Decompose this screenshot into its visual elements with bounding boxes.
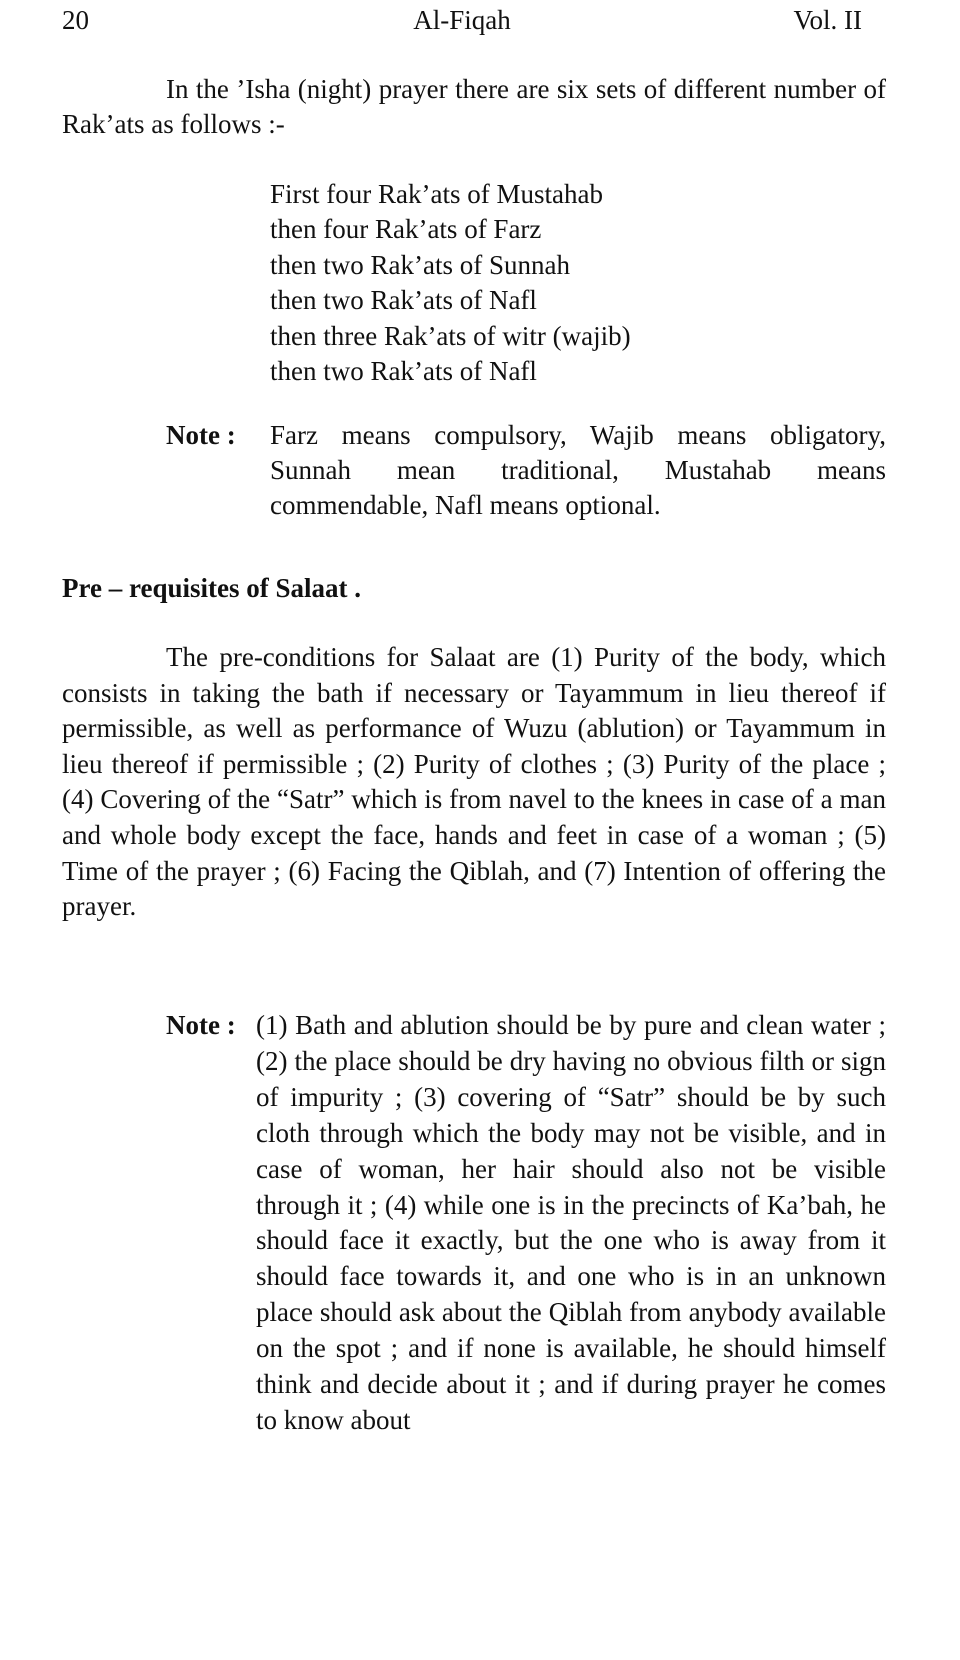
preconditions-paragraph: The pre-conditions for Salaat are (1) Purity of the body, which consists in taking the bath if necessary or Tayammum in lieu thereof if permissible, as well as performance of Wuzu (ablution) or Tayammum in lieu thereof if permissible ; (2) Purity of clothes ; (3) Purity of the place ; (4) Covering of the “Satr” which is from navel to the knees in case of a man and whole body except the face, hands and feet in case of a woman ; (5) Time of the prayer ; (6) Facing the Qiblah, and (7) Intention of offering the prayer. [62,642,886,922]
list-item: then two Rak’ats of Sunnah [270,249,570,280]
note-text: Farz means compulsory, Wajib means obligatory, Sunnah mean traditional, Mustahab means commendable, Nafl means optional. [270,420,886,520]
page-header [62,2,862,38]
volume-label: Vol. II [793,5,862,35]
section-heading: Pre – requisites of Salaat . [62,573,361,603]
list-item: then four Rak’ats of Farz [270,214,542,245]
note-text: (1) Bath and ablution should be by pure and clean water ; (2) the place should be dry having no obvious filth or sign of impurity ; (3) covering of “Satr” should be by such cloth through which the body may not be visible, and in case of woman, her hair should also not be visible through it ; (4) while one is in the precincts of Ka’bah, he should face it exactly, but the one who is away from it should face towards it, and one who is in an unknown place should ask about the Qiblah from anybody available on the spot ; and if none is available, he should himself think and decide about it ; and if during prayer he comes to know about [256,1010,886,1435]
page-number: 20 [62,5,89,35]
note-label: Note : [166,420,236,450]
definitions-note [166,418,886,528]
list-item: then two Rak’ats of Nafl [270,285,537,316]
conditions-note [166,1008,886,1528]
list-item: then three Rak’ats of witr (wajib) [270,320,631,351]
list-item: First four Rak’ats of Mustahab [270,179,603,209]
list-item: then two Rak’ats of Nafl [270,356,537,387]
book-title: Al-Fiqah [413,5,511,35]
rakats-list [270,177,870,389]
note-label: Note : [166,1010,236,1040]
intro-paragraph: In the ’Isha (night) prayer there are six sets of different number of Rak’ats as follows :- [62,74,886,139]
